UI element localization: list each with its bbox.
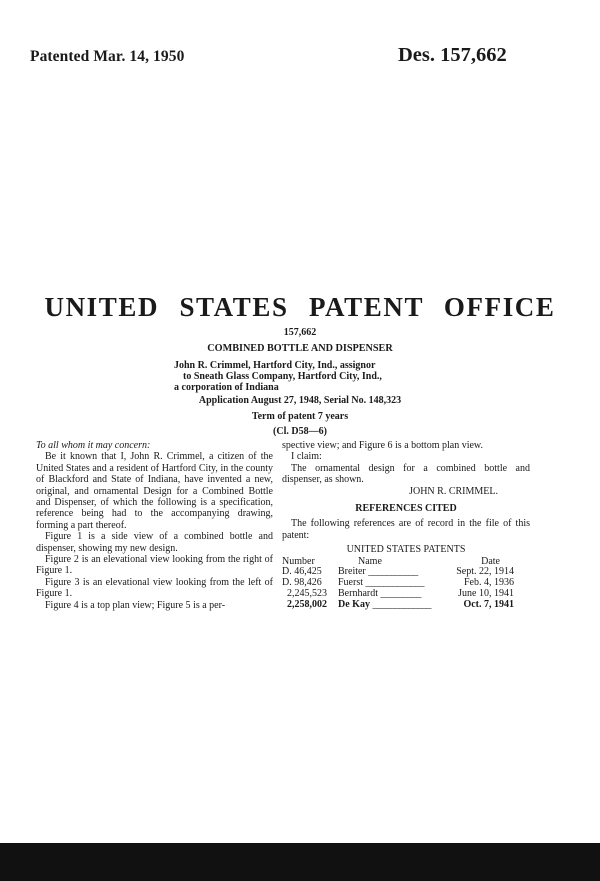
classification: (Cl. D58—6): [273, 426, 327, 437]
us-patents-heading: UNITED STATES PATENTS: [346, 544, 466, 556]
ref-name: Bernhardt _________: [338, 588, 421, 600]
figure-1-description: Figure 1 is a side view of a combined bottle and dispenser, showing my new design.: [36, 531, 273, 554]
ref-name: Fuerst _____________: [338, 577, 424, 589]
application-info: Application August 27, 1948, Serial No. 148,323: [198, 395, 402, 406]
salutation: To all whom it may concern:: [36, 440, 151, 451]
patent-number: 157,662: [283, 327, 317, 338]
ref-number: 2,245,523: [287, 588, 327, 600]
ref-date: Feb. 4, 1936: [464, 577, 514, 589]
column-header-number: Number: [282, 555, 315, 567]
ref-number: D. 46,425: [282, 566, 322, 578]
ref-number: D. 98,426: [282, 577, 322, 589]
ref-date: June 10, 1941: [458, 588, 514, 600]
figure-2-description: Figure 2 is an elevational view looking from the right of Figure 1.: [36, 554, 273, 577]
column-header-name: Name: [358, 555, 382, 567]
column-header-date: Date: [481, 555, 500, 567]
patent-title: COMBINED BOTTLE AND DISPENSER: [207, 343, 393, 354]
ref-date: Oct. 7, 1941: [463, 598, 514, 610]
intro-paragraph: Be it known that I, John R. Crimmel, a citizen of the United States and a resident of Hartford City, in the county of Blackford and State of Indiana, have invented a new, original, and ornamental Design for a Combined Bottle and Dispenser, of which the following is a specification, reference being had to the accompanying drawing, forming a part thereof.: [36, 451, 273, 531]
ref-name: Breiter ___________: [338, 566, 418, 578]
ref-name-text: Bernhardt: [338, 588, 378, 600]
claim-text: The ornamental design for a combined bottle and dispenser, as shown.: [282, 462, 530, 486]
inventor-line: to Sneath Glass Company, Hartford City, Ind.,: [183, 371, 382, 382]
figure-4-5-description: Figure 4 is a top plan view; Figure 5 is a per-: [45, 599, 226, 611]
figure-6-description: spective view; and Figure 6 is a bottom plan view.: [282, 440, 483, 451]
claim-label: I claim:: [291, 451, 322, 463]
ref-name-text: Breiter: [338, 566, 366, 578]
patent-term: Term of patent 7 years: [251, 411, 349, 422]
ref-name: De Kay _____________: [338, 598, 431, 610]
office-heading: UNITED STATES PATENT OFFICE: [44, 292, 556, 322]
left-column: [36, 440, 273, 611]
references-intro: The following references are of record in the file of this patent:: [282, 518, 530, 541]
references-heading: REFERENCES CITED: [355, 503, 457, 515]
inventor-line: a corporation of Indiana: [174, 382, 279, 393]
ref-name-text: Fuerst: [338, 577, 363, 589]
inventor-line: John R. Crimmel, Hartford City, Ind., assignor: [174, 360, 376, 371]
inventor-block: [174, 360, 382, 393]
right-column: [282, 440, 530, 611]
ref-date: Sept. 22, 1914: [456, 566, 514, 578]
ref-name-text: De Kay: [338, 598, 370, 610]
references-table: [282, 557, 514, 611]
figure-3-description: Figure 3 is an elevational view looking from the left of Figure 1.: [36, 576, 273, 600]
ref-number: 2,258,002: [287, 598, 327, 610]
inventor-signature: JOHN R. CRIMMEL.: [409, 485, 498, 497]
table-row: [282, 600, 514, 611]
patented-date: Patented Mar. 14, 1950: [30, 48, 185, 65]
design-patent-number: Des. 157,662: [398, 44, 507, 66]
scan-edge-bar: [0, 843, 600, 881]
